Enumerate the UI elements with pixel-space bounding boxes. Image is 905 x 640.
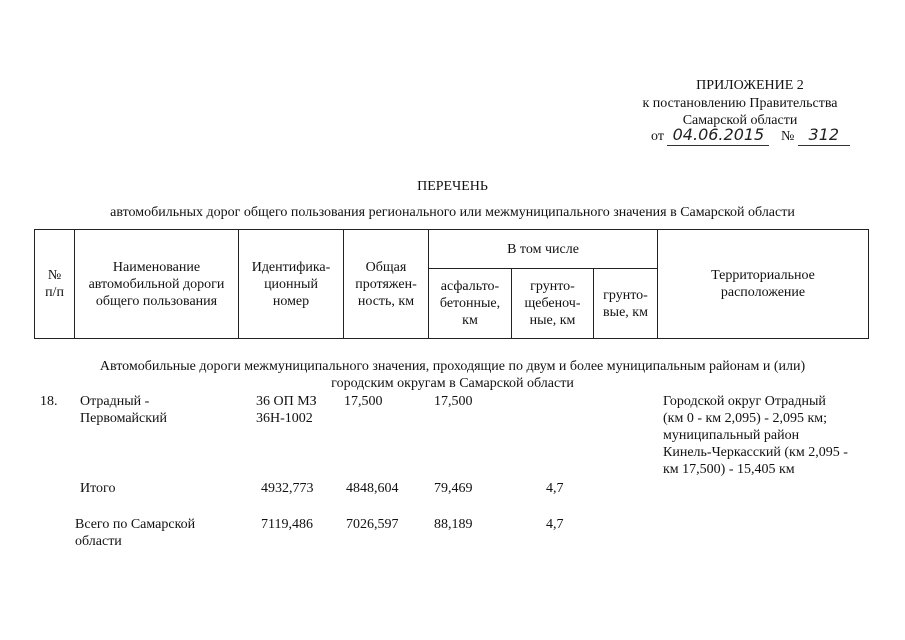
header-num-line: п/п: [45, 285, 64, 300]
header-gravel-line: ные, км: [529, 313, 576, 328]
header-length-line: Общая: [365, 259, 407, 275]
territory-line: Городской округ Отрадный: [663, 394, 826, 409]
grand-total-asphalt: 7026,597: [346, 517, 399, 532]
header-territory: [658, 230, 868, 338]
header-num: [35, 230, 74, 338]
date-prefix: от: [651, 129, 664, 144]
col-border: [868, 229, 869, 339]
header-territory-line: расположение: [720, 285, 806, 300]
header-total-length: [344, 230, 428, 338]
header-length-line: протяжен-: [355, 276, 417, 292]
territory-line: Кинель-Черкасский (км 2,095 -: [663, 445, 848, 460]
road-name: [80, 393, 167, 427]
decree-date: [667, 126, 769, 146]
decree-number-value: 312: [808, 125, 840, 144]
header-gravel: [512, 269, 593, 338]
appendix-line-2: Самарской области: [682, 113, 798, 128]
header-gravel-line: грунто-: [530, 279, 575, 294]
header-soil-line: грунто-: [603, 287, 648, 303]
grand-total-gravel: 88,189: [434, 517, 473, 532]
grand-total-soil: 4,7: [546, 517, 564, 532]
total-asphalt: 4848,604: [346, 481, 399, 496]
header-including: В том числе: [507, 241, 579, 257]
decree-number: [798, 126, 850, 146]
road-id-line: 36Н-1002: [256, 411, 313, 426]
total-soil: 4,7: [546, 481, 564, 496]
section-heading-line-1: Автомобильные дороги межмуниципального значения, проходящие по двум и более муниципальным районам и (или): [99, 359, 806, 374]
section-heading-line-2: городским округам в Самарской области: [331, 376, 574, 391]
territory-line: муниципальный район: [663, 428, 800, 443]
header-asphalt-line: км: [462, 313, 478, 328]
territory-line: (км 0 - км 2,095) - 2,095 км;: [663, 411, 828, 426]
road-length: 17,500: [344, 394, 383, 409]
header-num-line: №: [47, 268, 62, 283]
grand-total-label-line: Всего по Самарской: [75, 517, 196, 532]
row-number: 18.: [40, 394, 58, 409]
road-id: [256, 393, 317, 427]
road-id-line: 36 ОП МЗ: [256, 394, 317, 409]
territory-line: км 17,500) - 15,405 км: [663, 462, 795, 477]
header-asphalt: [429, 269, 511, 338]
document-subtitle: автомобильных дорог общего пользования регионального или межмуниципального значения в Самарской области: [110, 205, 795, 220]
header-id-line: ционный: [264, 276, 318, 292]
header-name-line: автомобильной дороги: [88, 276, 225, 292]
road-asphalt-length: 17,500: [434, 394, 473, 409]
document-title: ПЕРЕЧЕНЬ: [417, 179, 488, 194]
road-territory: [663, 393, 873, 478]
road-name-line: Первомайский: [80, 411, 168, 426]
number-prefix: №: [780, 129, 795, 144]
header-territory-line: Территориальное: [711, 268, 815, 283]
decree-date-row: [651, 126, 861, 148]
header-asphalt-line: асфальто-: [440, 279, 500, 294]
total-label: Итого: [80, 481, 116, 496]
grand-total-length: 7119,486: [261, 517, 313, 532]
header-name-line: общего пользования: [95, 293, 218, 309]
header-id-line: Идентифика-: [251, 259, 331, 275]
header-gravel-line: щебеноч-: [524, 296, 581, 311]
decree-date-value: 04.06.2015: [672, 125, 765, 144]
appendix-line-1: к постановлению Правительства: [642, 96, 838, 111]
header-asphalt-line: бетонные,: [439, 296, 501, 311]
grand-total-label-line: области: [75, 534, 122, 549]
table-bottom-border: [34, 338, 869, 339]
total-length: 4932,773: [261, 481, 314, 496]
total-gravel: 79,469: [434, 481, 473, 496]
grand-total-label: [75, 516, 195, 550]
appendix-title: ПРИЛОЖЕНИЕ 2: [696, 78, 804, 93]
road-name-line: Отрадный -: [80, 394, 150, 409]
header-name-line: Наименование: [112, 259, 201, 275]
header-length-line: ность, км: [357, 293, 415, 309]
header-id-line: номер: [272, 293, 310, 309]
header-soil: [594, 269, 657, 338]
header-id-number: [239, 230, 343, 338]
header-road-name: [75, 230, 238, 338]
header-soil-line: вые, км: [603, 304, 648, 320]
